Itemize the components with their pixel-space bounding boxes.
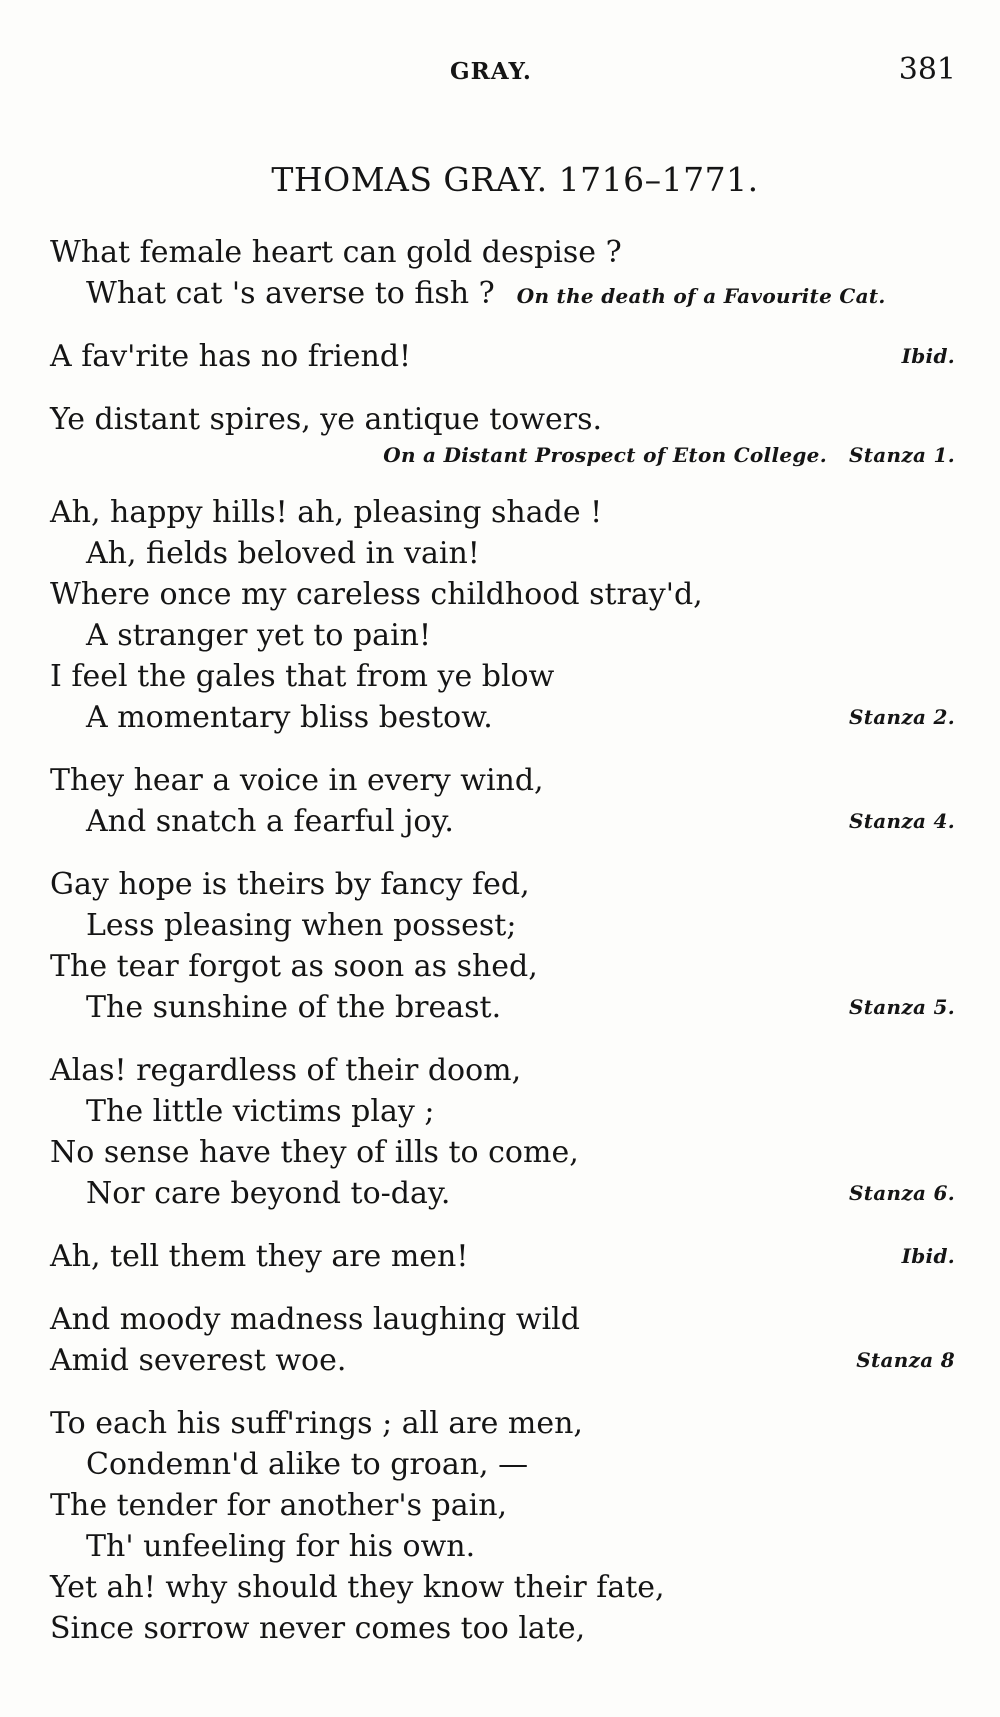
verse-text: And moody madness laughing wild xyxy=(50,1302,580,1337)
verse-line xyxy=(50,1403,955,1444)
citation: Ibid. xyxy=(901,1244,955,1268)
quotation-block xyxy=(50,864,955,1028)
verse-line xyxy=(50,987,955,1028)
running-head: GRAY. xyxy=(450,58,532,85)
verse-text: Amid severest woe. xyxy=(50,1343,347,1378)
verse-line xyxy=(50,1526,955,1567)
author-title: THOMAS GRAY. 1716–1771. xyxy=(271,160,759,199)
verse-text: Ye distant spires, ye antique towers. xyxy=(50,402,603,437)
quotation-block xyxy=(50,1236,955,1277)
verse-line xyxy=(50,1444,955,1485)
verse-line xyxy=(50,492,955,533)
verse-line xyxy=(50,656,955,697)
verse-line xyxy=(50,1340,955,1381)
verse-line xyxy=(50,864,955,905)
verse-line xyxy=(50,232,955,273)
citation: Stanza 8 xyxy=(856,1348,955,1372)
quotation-block xyxy=(50,399,955,470)
quotation-block xyxy=(50,1050,955,1214)
citation-work: On a Distant Prospect of Eton College. xyxy=(383,443,827,467)
citation xyxy=(50,440,955,470)
verse-text: The tear forgot as soon as shed, xyxy=(50,949,538,984)
verse-text: Condemn'd alike to groan, — xyxy=(86,1447,529,1482)
verse-text: Where once my careless childhood stray'd, xyxy=(50,577,703,612)
verse-text: Less pleasing when possest; xyxy=(86,908,517,943)
quotation-block xyxy=(50,336,955,377)
verse-line xyxy=(50,1132,955,1173)
verse-text: What female heart can gold despise ? xyxy=(50,235,622,270)
verse-line xyxy=(50,1091,955,1132)
verse-line xyxy=(50,615,955,656)
verse-text: The tender for another's pain, xyxy=(50,1488,508,1523)
citation: Stanza 4. xyxy=(848,809,955,833)
verse-text: To each his suff'rings ; all are men, xyxy=(50,1406,583,1441)
verse-line xyxy=(50,905,955,946)
verse-text: And snatch a fearful joy. xyxy=(86,804,454,839)
verse-line xyxy=(50,697,955,738)
citation: Stanza 5. xyxy=(848,995,955,1019)
quotation-block xyxy=(50,760,955,842)
verse-text: Alas! regardless of their doom, xyxy=(50,1053,522,1088)
verse-text: Since sorrow never comes too late, xyxy=(50,1611,586,1646)
verse-line xyxy=(50,336,955,377)
quotation-block xyxy=(50,1403,955,1649)
verse-line xyxy=(50,801,955,842)
page-header xyxy=(0,52,1000,92)
verse-line xyxy=(50,1567,955,1608)
verse-text: The sunshine of the breast. xyxy=(86,990,502,1025)
verse-line xyxy=(50,273,955,314)
verse-line xyxy=(50,1050,955,1091)
verse-text: Ah, fields beloved in vain! xyxy=(86,536,480,571)
verse-line xyxy=(50,1173,955,1214)
verse-text: No sense have they of ills to come, xyxy=(50,1135,579,1170)
verse-line xyxy=(50,1299,955,1340)
citation: Ibid. xyxy=(901,344,955,368)
verse-text: The little victims play ; xyxy=(86,1094,435,1129)
verse-text: Yet ah! why should they know their fate, xyxy=(50,1570,665,1605)
verse-line xyxy=(50,1608,955,1649)
quotation-block xyxy=(50,232,955,314)
citation: On the death of a Favourite Cat. xyxy=(516,284,886,308)
verse-line xyxy=(50,760,955,801)
citation-stanza: Stanza 1. xyxy=(848,443,955,467)
verse-text: A fav'rite has no friend! xyxy=(50,339,412,374)
verse-line xyxy=(50,533,955,574)
verse-text: They hear a voice in every wind, xyxy=(50,763,544,798)
quotations-list xyxy=(50,232,955,1671)
verse-text: Ah, tell them they are men! xyxy=(50,1239,469,1274)
verse-line xyxy=(50,1236,955,1277)
verse-text: A stranger yet to pain! xyxy=(86,618,432,653)
verse-text: What cat 's averse to fish ? xyxy=(86,276,495,311)
page-number: 381 xyxy=(898,52,956,87)
verse-text: I feel the gales that from ye blow xyxy=(50,659,555,694)
citation: Stanza 2. xyxy=(848,705,955,729)
verse-text: Ah, happy hills! ah, pleasing shade ! xyxy=(50,495,603,530)
verse-text: Nor care beyond to-day. xyxy=(86,1176,451,1211)
verse-line xyxy=(50,574,955,615)
verse-line xyxy=(50,399,955,440)
verse-text: A momentary bliss bestow. xyxy=(86,700,493,735)
quotation-block xyxy=(50,492,955,738)
verse-line xyxy=(50,946,955,987)
verse-line xyxy=(50,1485,955,1526)
verse-text: Th' unfeeling for his own. xyxy=(86,1529,476,1564)
citation: Stanza 6. xyxy=(848,1181,955,1205)
verse-text: Gay hope is theirs by fancy fed, xyxy=(50,867,530,902)
quotation-block xyxy=(50,1299,955,1381)
